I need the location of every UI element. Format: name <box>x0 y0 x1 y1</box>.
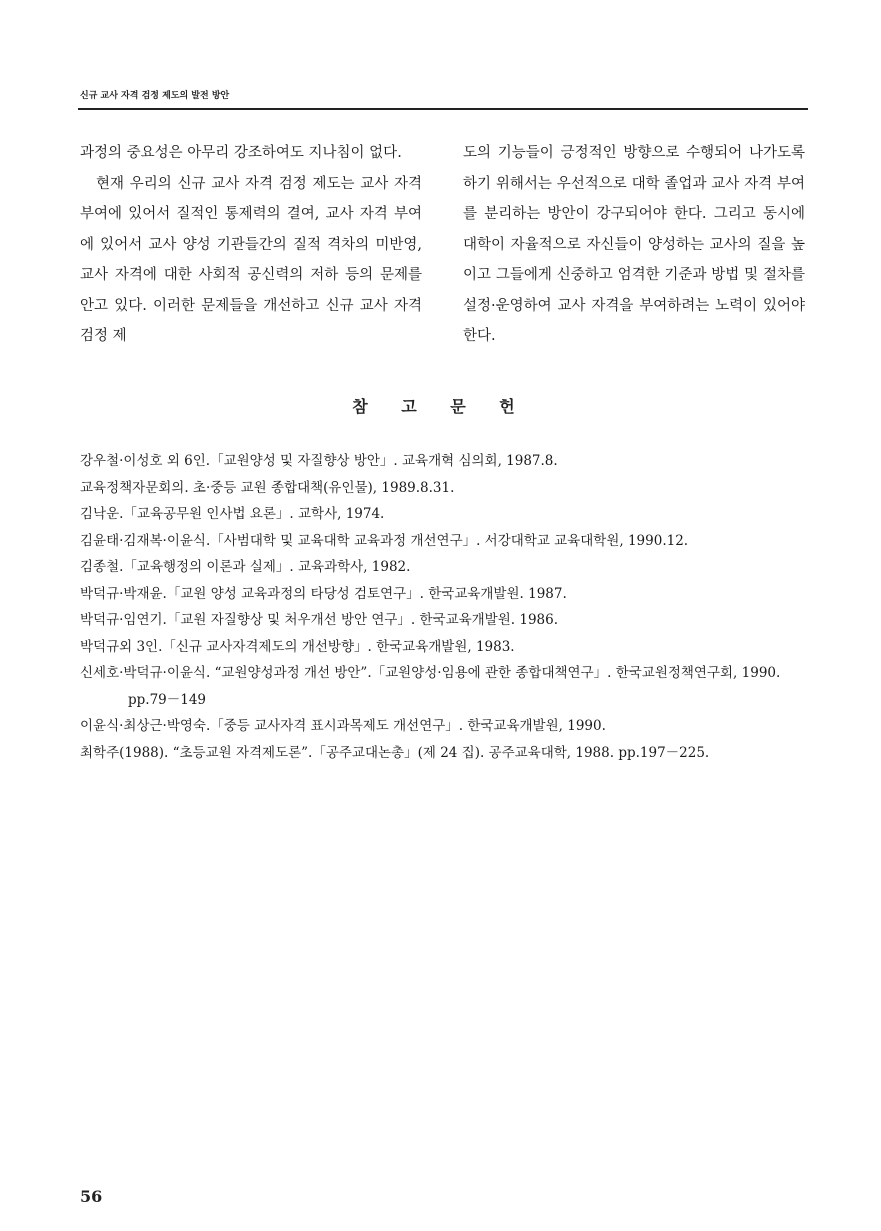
reference-item: 신세호·박덕규·이윤식. “교원양성과정 개선 방안”.「교원양성·임용에 관한 종합대책연구」. 한국교원정책연구회, 1990. pp.79－149 <box>80 665 781 708</box>
reference-item: 최학주(1988). “초등교원 자격제도론”.「공주교대논총」(제 24 집). 공주교육대학, 1988. pp.197－225. <box>80 744 710 761</box>
reference-item: 이윤식·최상근·박영숙.「중등 교사자격 표시과목제도 개선연구」. 한국교육개발원, 1990. <box>80 718 606 734</box>
right-column <box>463 138 805 352</box>
running-title: 신규 교사 자격 검정 제도의 발전 방안 <box>80 91 230 101</box>
body-paragraph: 현재 우리의 신규 교사 자격 검정 제도는 교사 자격 부여에 있어서 질적인 통제력의 결여, 교사 자격 부여에 있어서 교사 양성 기관들간의 질적 격차의 미반영, 교사 자격에 대한 사회적 공신력의 저하 등의 문제를 안고 있다. 이러한 문제들을 개선하고 신규 교사 자격 검정 제 <box>80 175 422 344</box>
page-number: 56 <box>80 1187 103 1206</box>
reference-item: 박덕규·임연기.「교원 자질향상 및 처우개선 방안 연구」. 한국교육개발원. 1986. <box>80 612 558 628</box>
body-paragraph: 도의 기능들이 긍정적인 방향으로 수행되어 나가도록 하기 위해서는 우선적으로 대학 졸업과 교사 자격 부여를 분리하는 방안이 강구되어야 한다. 그리고 동시에 대학이 자율적으로 자신들이 양성하는 교사의 질을 높이고 그들에게 신중하고 엄격한 기준과 방법 및 절차를 설정·운영하여 교사 자격을 부여하려는 노력이 있어야 한다. <box>463 145 805 344</box>
reference-item: 강우철·이성호 외 6인.「교원양성 및 자질향상 방안」. 교육개혁 심의회, 1987.8. <box>80 453 558 469</box>
reference-item: 박덕규·박재윤.「교원 양성 교육과정의 타당성 검토연구」. 한국교육개발원. 1987. <box>80 585 567 602</box>
reference-item: 박덕규외 3인.「신규 교사자격제도의 개선방향」. 한국교육개발원, 1983. <box>80 638 515 655</box>
reference-item: 김윤태·김재복·이윤식.「사범대학 및 교육대학 교육과정 개선연구」. 서강대학교 교육대학원, 1990.12. <box>80 532 689 549</box>
body-paragraph: 과정의 중요성은 아무리 강조하여도 지나침이 없다. <box>80 145 402 161</box>
left-column <box>80 138 422 352</box>
reference-item: 교육정책자문회의. 초·중등 교원 종합대책(유인물), 1989.8.31. <box>80 479 455 496</box>
reference-list <box>80 448 820 766</box>
reference-item: 김종철.「교육행정의 이론과 실제」. 교육과학사, 1982. <box>80 559 411 575</box>
references-heading: 참 고 문 헌 <box>352 397 529 416</box>
reference-item: 김낙운.「교육공무원 인사법 요론」. 교학사, 1974. <box>80 506 385 522</box>
header-rule <box>78 108 808 110</box>
